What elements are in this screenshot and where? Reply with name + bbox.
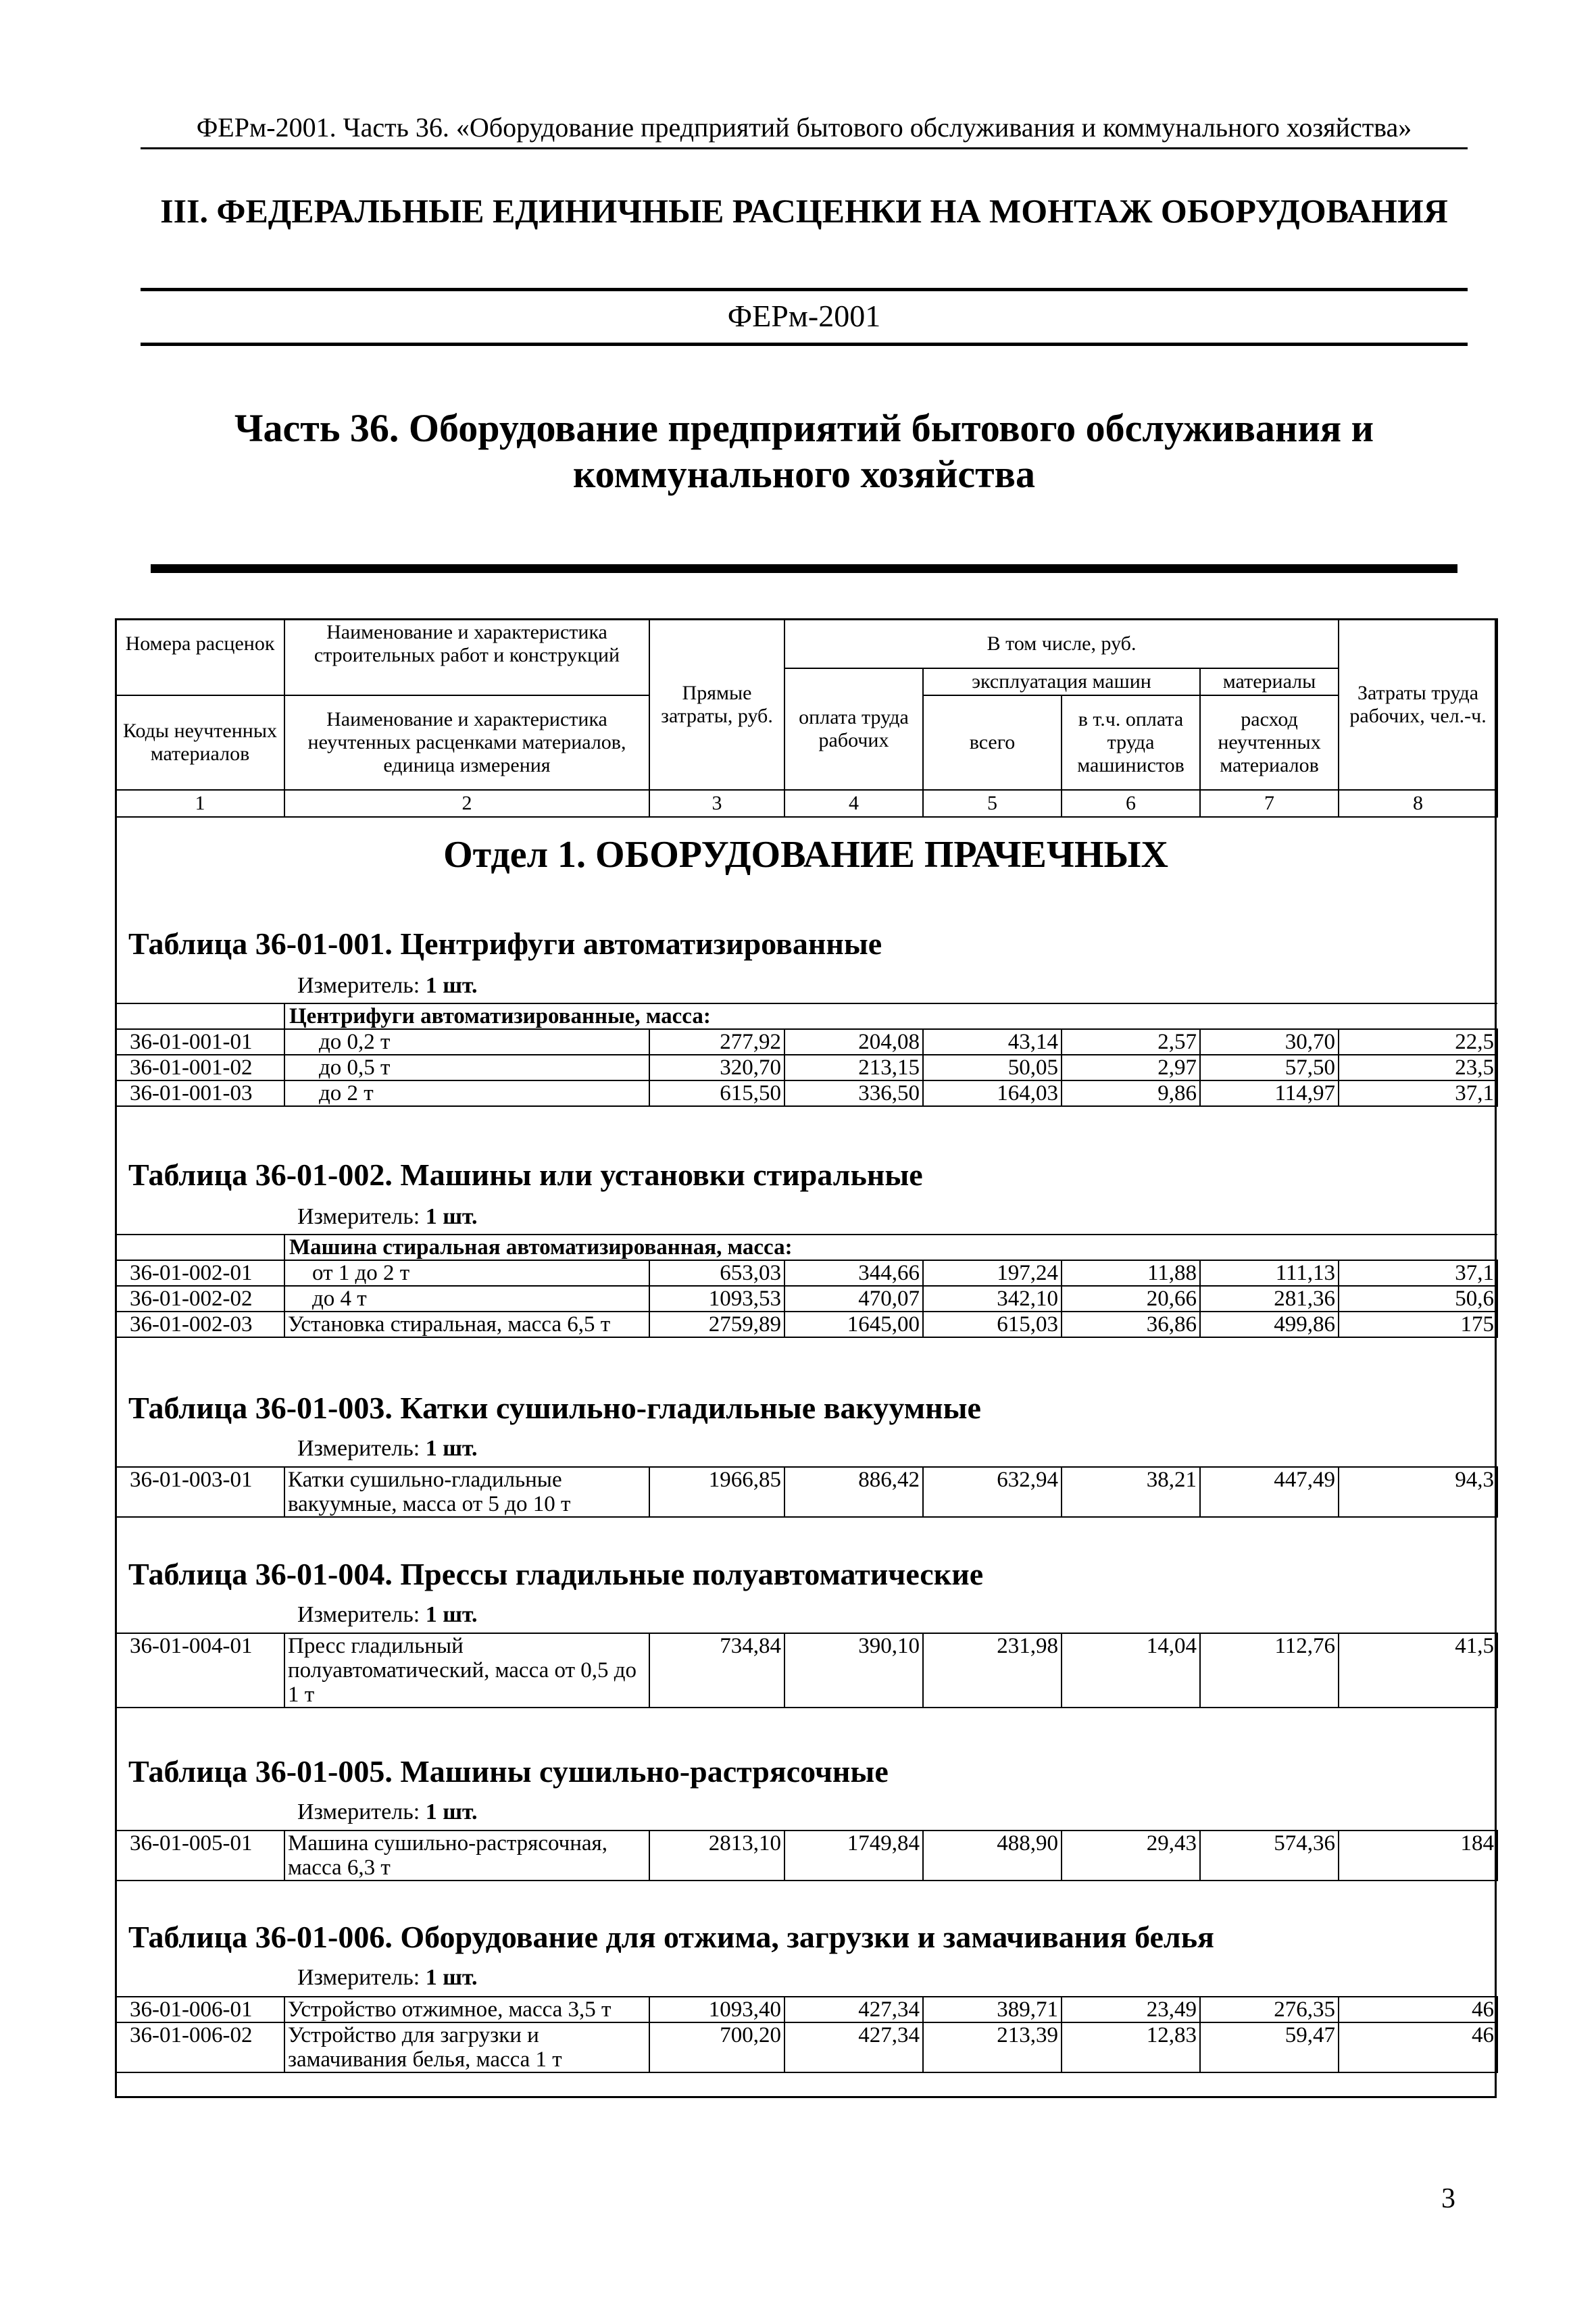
machinist-pay: 11,88 (1062, 1260, 1200, 1286)
machinist-pay: 9,86 (1062, 1080, 1200, 1106)
labor-costs-header: Затраты труда рабочих, чел.-ч. (1339, 619, 1497, 790)
part-title-line2: коммунального хозяйства (573, 452, 1035, 496)
rate-name: Устройство отжимное, масса 3,5 т (284, 1997, 649, 2022)
table-row (116, 1029, 1497, 1055)
machinist-pay: 2,57 (1062, 1029, 1200, 1055)
rate-name: до 0,2 т (284, 1029, 649, 1055)
material-codes-header: Коды неучтенных материалов (116, 695, 284, 790)
table-caption: Машина стиральная автоматизированная, масса: (284, 1235, 1497, 1260)
labor-hours: 41,5 (1339, 1633, 1497, 1708)
materials: 276,35 (1200, 1997, 1339, 2022)
col-num: 7 (1200, 790, 1339, 817)
table-title: Таблица 36-01-005. Машины сушильно-растрясочные (128, 1754, 889, 1789)
machines-total: 389,71 (923, 1997, 1062, 2022)
machines-header: эксплуатация машин (923, 668, 1200, 695)
machinist-pay: 20,66 (1062, 1286, 1200, 1312)
labor-hours: 23,5 (1339, 1055, 1497, 1080)
table-row (116, 1055, 1497, 1080)
table-row (116, 1260, 1497, 1286)
direct-cost: 277,92 (649, 1029, 784, 1055)
machines-total: 164,03 (923, 1080, 1062, 1106)
materials: 114,97 (1200, 1080, 1339, 1106)
labor-pay: 427,34 (784, 1997, 923, 2022)
part-title-line1: Часть 36. Оборудование предприятий бытового обслуживания и (234, 406, 1374, 450)
direct-cost: 1966,85 (649, 1467, 784, 1517)
running-header: ФЕРм-2001. Часть 36. «Оборудование предприятий бытового обслуживания и коммунального хозяйства» (196, 112, 1412, 143)
machines-total: 615,03 (923, 1312, 1062, 1337)
rate-code: 36-01-002-01 (116, 1260, 284, 1286)
materials: 574,36 (1200, 1831, 1339, 1881)
department-title: Отдел 1. ОБОРУДОВАНИЕ ПРАЧЕЧНЫХ (443, 834, 1168, 876)
section-title: III. ФЕДЕРАЛЬНЫЕ ЕДИНИЧНЫЕ РАСЦЕНКИ НА МОНТАЖ ОБОРУДОВАНИЯ (160, 192, 1448, 230)
rates-table (115, 1996, 1498, 2073)
table-row (116, 1831, 1497, 1881)
labor-pay: 344,66 (784, 1260, 923, 1286)
rate-code: 36-01-001-02 (116, 1055, 284, 1080)
page-number: 3 (1441, 2183, 1455, 2214)
labor-hours: 37,1 (1339, 1080, 1497, 1106)
col-num: 4 (784, 790, 923, 817)
labor-hours: 94,3 (1339, 1467, 1497, 1517)
machines-total: 43,14 (923, 1029, 1062, 1055)
rate-name: до 0,5 т (284, 1055, 649, 1080)
table-title: Таблица 36-01-002. Машины или установки стиральные (128, 1158, 923, 1192)
machines-total: 231,98 (923, 1633, 1062, 1708)
rate-code: 36-01-001-03 (116, 1080, 284, 1106)
direct-cost: 1093,53 (649, 1286, 784, 1312)
rate-code: 36-01-003-01 (116, 1467, 284, 1517)
materials: 499,86 (1200, 1312, 1339, 1337)
rates-table (115, 1234, 1498, 1338)
meter: Измеритель: 1 шт. (297, 1436, 478, 1461)
materials-usage-header: расход неучтенных материалов (1200, 695, 1339, 790)
rate-code: 36-01-006-01 (116, 1997, 284, 2022)
materials: 112,76 (1200, 1633, 1339, 1708)
rate-name: Устройство для загрузки и замачивания белья, масса 1 т (284, 2022, 649, 2072)
direct-cost: 734,84 (649, 1633, 784, 1708)
rate-code: 36-01-001-01 (116, 1029, 284, 1055)
machines-total: 213,39 (923, 2022, 1062, 2072)
table-title: Таблица 36-01-006. Оборудование для отжима, загрузки и замачивания белья (128, 1920, 1214, 1954)
col-num: 5 (923, 790, 1062, 817)
materials: 57,50 (1200, 1055, 1339, 1080)
materials: 111,13 (1200, 1260, 1339, 1286)
labor-pay: 886,42 (784, 1467, 923, 1517)
code-rule-bottom (141, 343, 1468, 346)
col-num: 1 (116, 790, 284, 817)
direct-cost: 2759,89 (649, 1312, 784, 1337)
rate-name: Машина сушильно-растрясочная, масса 6,3 т (284, 1831, 649, 1881)
table-row (116, 1286, 1497, 1312)
table-row (116, 1633, 1497, 1708)
col-num: 6 (1062, 790, 1200, 817)
materials: 447,49 (1200, 1467, 1339, 1517)
col-num: 2 (284, 790, 649, 817)
col-num: 8 (1339, 790, 1497, 817)
rate-code: 36-01-002-03 (116, 1312, 284, 1337)
col-num: 3 (649, 790, 784, 817)
meter: Измеритель: 1 шт. (297, 1602, 478, 1627)
direct-cost: 320,70 (649, 1055, 784, 1080)
machinist-pay: 36,86 (1062, 1312, 1200, 1337)
materials-header: материалы (1200, 668, 1339, 695)
table-caption: Центрифуги автоматизированные, масса: (284, 1003, 1497, 1029)
rate-name: Пресс гладильный полуавтоматический, масса от 0,5 до 1 т (284, 1633, 649, 1708)
labor-pay: 213,15 (784, 1055, 923, 1080)
header-rule (141, 147, 1468, 149)
table-row (116, 1080, 1497, 1106)
labor-hours: 50,6 (1339, 1286, 1497, 1312)
col1-header: Номера расценок (116, 619, 284, 668)
meter: Измеритель: 1 шт. (297, 1204, 478, 1229)
machines-total: 342,10 (923, 1286, 1062, 1312)
table-title: Таблица 36-01-001. Центрифуги автоматизированные (128, 926, 882, 961)
table-row (116, 2022, 1497, 2072)
machines-total: 197,24 (923, 1260, 1062, 1286)
machines-total: 488,90 (923, 1831, 1062, 1881)
direct-cost: 1093,40 (649, 1997, 784, 2022)
machinist-pay: 14,04 (1062, 1633, 1200, 1708)
rate-code: 36-01-006-02 (116, 2022, 284, 2072)
rate-code: 36-01-002-02 (116, 1286, 284, 1312)
labor-pay: 470,07 (784, 1286, 923, 1312)
labor-pay-header: оплата труда рабочих (784, 668, 923, 790)
table-row (116, 1312, 1497, 1337)
rate-name: до 2 т (284, 1080, 649, 1106)
machines-total: 50,05 (923, 1055, 1062, 1080)
direct-cost: 2813,10 (649, 1831, 784, 1881)
labor-hours: 184 (1339, 1831, 1497, 1881)
table-row (116, 1997, 1497, 2022)
table-title: Таблица 36-01-003. Катки сушильно-гладильные вакуумные (128, 1391, 981, 1425)
rate-name: Установка стиральная, масса 6,5 т (284, 1312, 649, 1337)
labor-pay: 427,34 (784, 2022, 923, 2072)
meter: Измеритель: 1 шт. (297, 1965, 478, 1990)
machinist-pay: 29,43 (1062, 1831, 1200, 1881)
incl-header: В том числе, руб. (784, 619, 1339, 668)
direct-cost: 653,03 (649, 1260, 784, 1286)
machines-total: 632,94 (923, 1467, 1062, 1517)
meter: Измеритель: 1 шт. (297, 1799, 478, 1824)
machinist-pay: 12,83 (1062, 2022, 1200, 2072)
rate-name: от 1 до 2 т (284, 1260, 649, 1286)
labor-pay: 204,08 (784, 1029, 923, 1055)
rate-code: 36-01-004-01 (116, 1633, 284, 1708)
rate-code: 36-01-005-01 (116, 1831, 284, 1881)
labor-pay: 1749,84 (784, 1831, 923, 1881)
rates-table (115, 1633, 1498, 1708)
materials: 30,70 (1200, 1029, 1339, 1055)
separator-bar (151, 564, 1457, 573)
part-title (169, 405, 1439, 497)
labor-hours: 46 (1339, 2022, 1497, 2072)
material-names-header: Наименование и характеристика неучтенных расценками материалов, единица измерения (284, 695, 649, 790)
machinist-pay-header: в т.ч. оплата труда машинистов (1062, 695, 1200, 790)
rate-name: до 4 т (284, 1286, 649, 1312)
direct-cost: 700,20 (649, 2022, 784, 2072)
machines-total-header: всего (923, 695, 1062, 790)
labor-pay: 390,10 (784, 1633, 923, 1708)
meter: Измеритель: 1 шт. (297, 973, 478, 998)
direct-costs-header: Прямые затраты, руб. (649, 619, 784, 790)
code-rule-top (141, 288, 1468, 291)
col2-header: Наименование и характеристика строительных работ и конструкций (284, 619, 649, 668)
direct-cost: 615,50 (649, 1080, 784, 1106)
rates-table (115, 1830, 1498, 1881)
machinist-pay: 2,97 (1062, 1055, 1200, 1080)
table-row (116, 1467, 1497, 1517)
materials: 59,47 (1200, 2022, 1339, 2072)
labor-hours: 46 (1339, 1997, 1497, 2022)
column-header-table (115, 618, 1498, 818)
rates-table (115, 1466, 1498, 1518)
table-title: Таблица 36-01-004. Прессы гладильные полуавтоматические (128, 1557, 984, 1591)
code-label: ФЕРм-2001 (727, 299, 881, 333)
rates-table (115, 1003, 1498, 1107)
labor-hours: 22,5 (1339, 1029, 1497, 1055)
labor-pay: 336,50 (784, 1080, 923, 1106)
machinist-pay: 23,49 (1062, 1997, 1200, 2022)
rate-name: Катки сушильно-гладильные вакуумные, масса от 5 до 10 т (284, 1467, 649, 1517)
labor-hours: 175 (1339, 1312, 1497, 1337)
machinist-pay: 38,21 (1062, 1467, 1200, 1517)
labor-pay: 1645,00 (784, 1312, 923, 1337)
materials: 281,36 (1200, 1286, 1339, 1312)
labor-hours: 37,1 (1339, 1260, 1497, 1286)
